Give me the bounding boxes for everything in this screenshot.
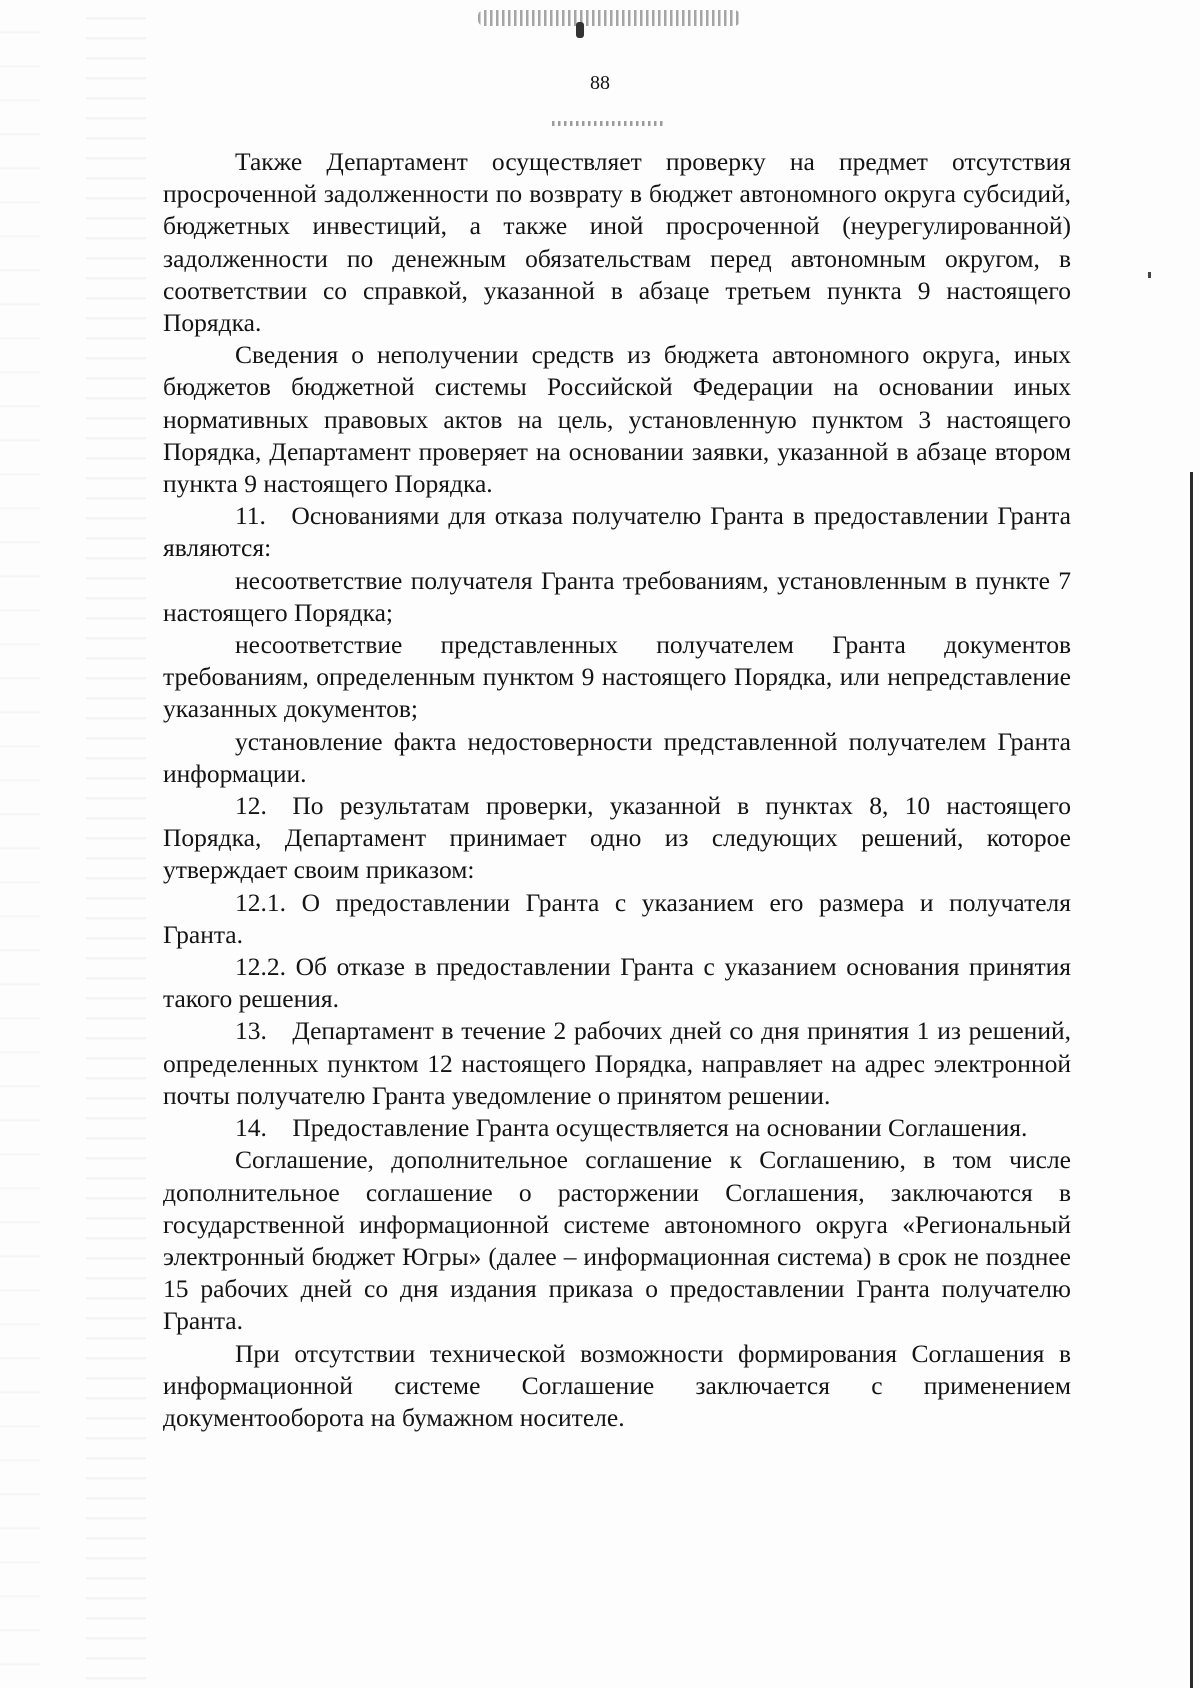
page-number: 88 — [590, 72, 610, 94]
scan-smudge-under-number — [552, 121, 664, 126]
scan-noise-margin — [86, 0, 146, 1688]
paragraph-item-11: 11. Основаниями для отказа получателю Гранта в предоставлении Гранта являются: — [163, 501, 1071, 563]
scan-noise-left-edge — [0, 0, 40, 1688]
paragraph-item-12: 12. По результатам проверки, указанной в пунктах 8, 10 настоящего Порядка, Департамент принимает одно из следующих решений, которое утверждает своим приказом: — [163, 791, 1071, 885]
paragraph-item-12-1: 12.1. О предоставлении Гранта с указанием его размера и получателя Гранта. — [163, 887, 1071, 949]
paragraph-item-14: 14. Предоставление Гранта осуществляется на основании Соглашения. — [235, 1113, 1028, 1143]
paragraph-refusal-reason-1: несоответствие получателя Гранта требованиям, установленным в пункте 7 настоящего Порядка; — [163, 565, 1071, 627]
paragraph-refusal-reason-2: несоответствие представленных получателем Гранта документов требованиям, определенным пунктом 9 настоящего Порядка, или непредставление указанных документов; — [163, 630, 1071, 724]
paragraph-debt-check: Также Департамент осуществляет проверку на предмет отсутствия просроченной задолженности по возврату в бюджет автономного округа субсидий, бюджетных инвестиций, а также иной просроченной (неурегулированной) задолженности по денежным обязательствам перед автономным округом, в соответствии со справкой, указанной в абзаце третьем пункта 9 настоящего Порядка. — [163, 147, 1071, 338]
scan-edge-bar-right — [1190, 472, 1193, 1688]
paragraph-refusal-reason-3: установление факта недостоверности представленной получателем Гранта информации. — [163, 726, 1071, 788]
scan-speck-right — [1148, 272, 1151, 278]
paragraph-item-13: 13. Департамент в течение 2 рабочих дней со дня принятия 1 из решений, определенных пунктом 12 настоящего Порядка, направляет на адрес электронной почты получателю Гранта уведомление о принятом решении. — [163, 1016, 1071, 1110]
paragraph-item-12-2: 12.2. Об отказе в предоставлении Гранта с указанием основания принятия такого решения. — [163, 952, 1071, 1014]
scan-blot-top — [576, 22, 584, 38]
document-body — [163, 146, 1071, 1434]
paragraph-funds-info: Сведения о неполучении средств из бюджета автономного округа, иных бюджетов бюджетной системы Российской Федерации на основании иных нормативных правовых актов на цель, установленную пунктом 3 настоящего Порядка, Департамент проверяет на основании заявки, указанной в абзаце втором пункта 9 настоящего Порядка. — [163, 340, 1071, 499]
scan-smudge-top — [478, 10, 740, 26]
paragraph-paper-agreement: При отсутствии технической возможности формирования Соглашения в информационной системе Соглашение заключается с применением документооборота на бумажном носителе. — [163, 1338, 1071, 1432]
paragraph-agreement-system: Соглашение, дополнительное соглашение к Соглашению, в том числе дополнительное соглашение о расторжении Соглашения, заключаются в государственной информационной системе автономного округа «Региональный электронный бюджет Югры» (далее – информационная система) в срок не позднее 15 рабочих дней со дня издания приказа о предоставлении Гранта получателю Гранта. — [163, 1145, 1071, 1336]
